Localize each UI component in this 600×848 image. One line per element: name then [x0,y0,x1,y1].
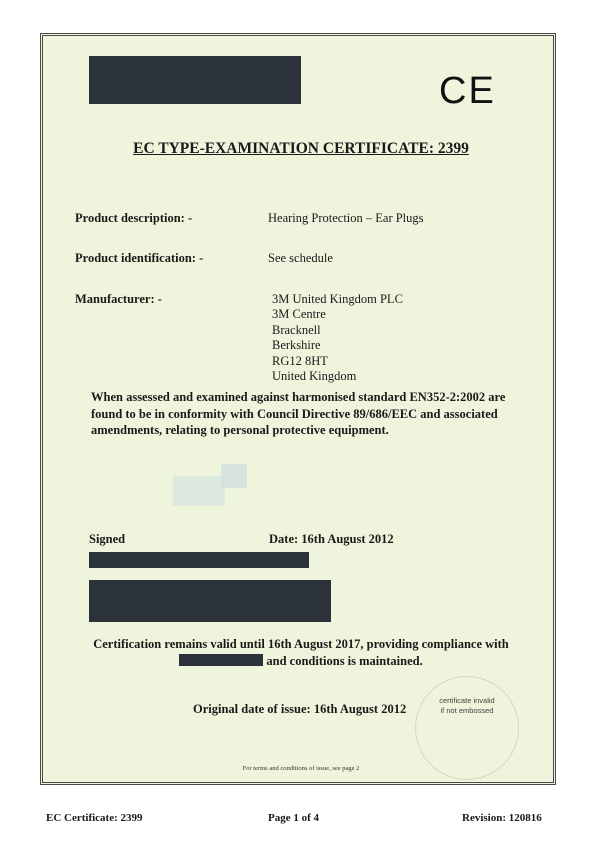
seal-line: certificate invalid [439,696,495,705]
signed-date: Date: 16th August 2012 [269,532,394,546]
conformity-statement [91,389,511,439]
product-identification-value: See schedule [268,251,333,265]
footer-certificate-number: EC Certificate: 2399 [46,812,143,824]
address-line: United Kingdom [272,369,357,384]
statement-line: found to be in conformity with Council Directive 89/686/EEC and associated [91,406,498,421]
manufacturer-address [272,292,403,384]
validity-line-2: and conditions is maintained. [266,653,423,668]
address-line: RG12 8HT [272,353,328,368]
blurred-signature-part [221,464,247,488]
terms-note: For terms and conditions of issue, see page 2 [242,765,360,772]
footer-revision: Revision: 120816 [462,812,542,824]
product-identification-label: Product identification: - [75,251,204,265]
certificate-title: EC TYPE-EXAMINATION CERTIFICATE: 2399 [133,140,469,157]
signed-label: Signed [89,532,126,546]
certificate-page [40,33,556,785]
seal-line: if not embossed [440,706,494,715]
blurred-signature [173,476,225,506]
statement-line: amendments, relating to personal protective equipment. [91,423,389,437]
original-issue-date: Original date of issue: 16th August 2012 [193,702,407,716]
address-line: Bracknell [272,322,321,337]
address-line: 3M Centre [272,307,326,322]
seal-text [427,696,507,716]
statement-line: When assessed and examined against harmonised standard EN352-2:2002 are [91,390,506,404]
validity-statement [63,636,539,669]
manufacturer-label: Manufacturer: - [75,292,162,306]
redacted-text [179,654,263,666]
product-description-value: Hearing Protection – Ear Plugs [268,211,424,225]
redacted-signatory-block [89,580,331,622]
product-description-label: Product description: - [75,211,193,225]
address-line: 3M United Kingdom PLC [272,292,403,306]
redacted-logo [89,56,301,104]
redacted-signatory-name [89,552,309,568]
address-line: Berkshire [272,338,321,353]
footer-page-number: Page 1 of 4 [268,812,320,824]
ce-mark: CE [439,70,496,112]
validity-line-1: Certification remains valid until 16th August 2017, providing compliance with [93,637,509,651]
